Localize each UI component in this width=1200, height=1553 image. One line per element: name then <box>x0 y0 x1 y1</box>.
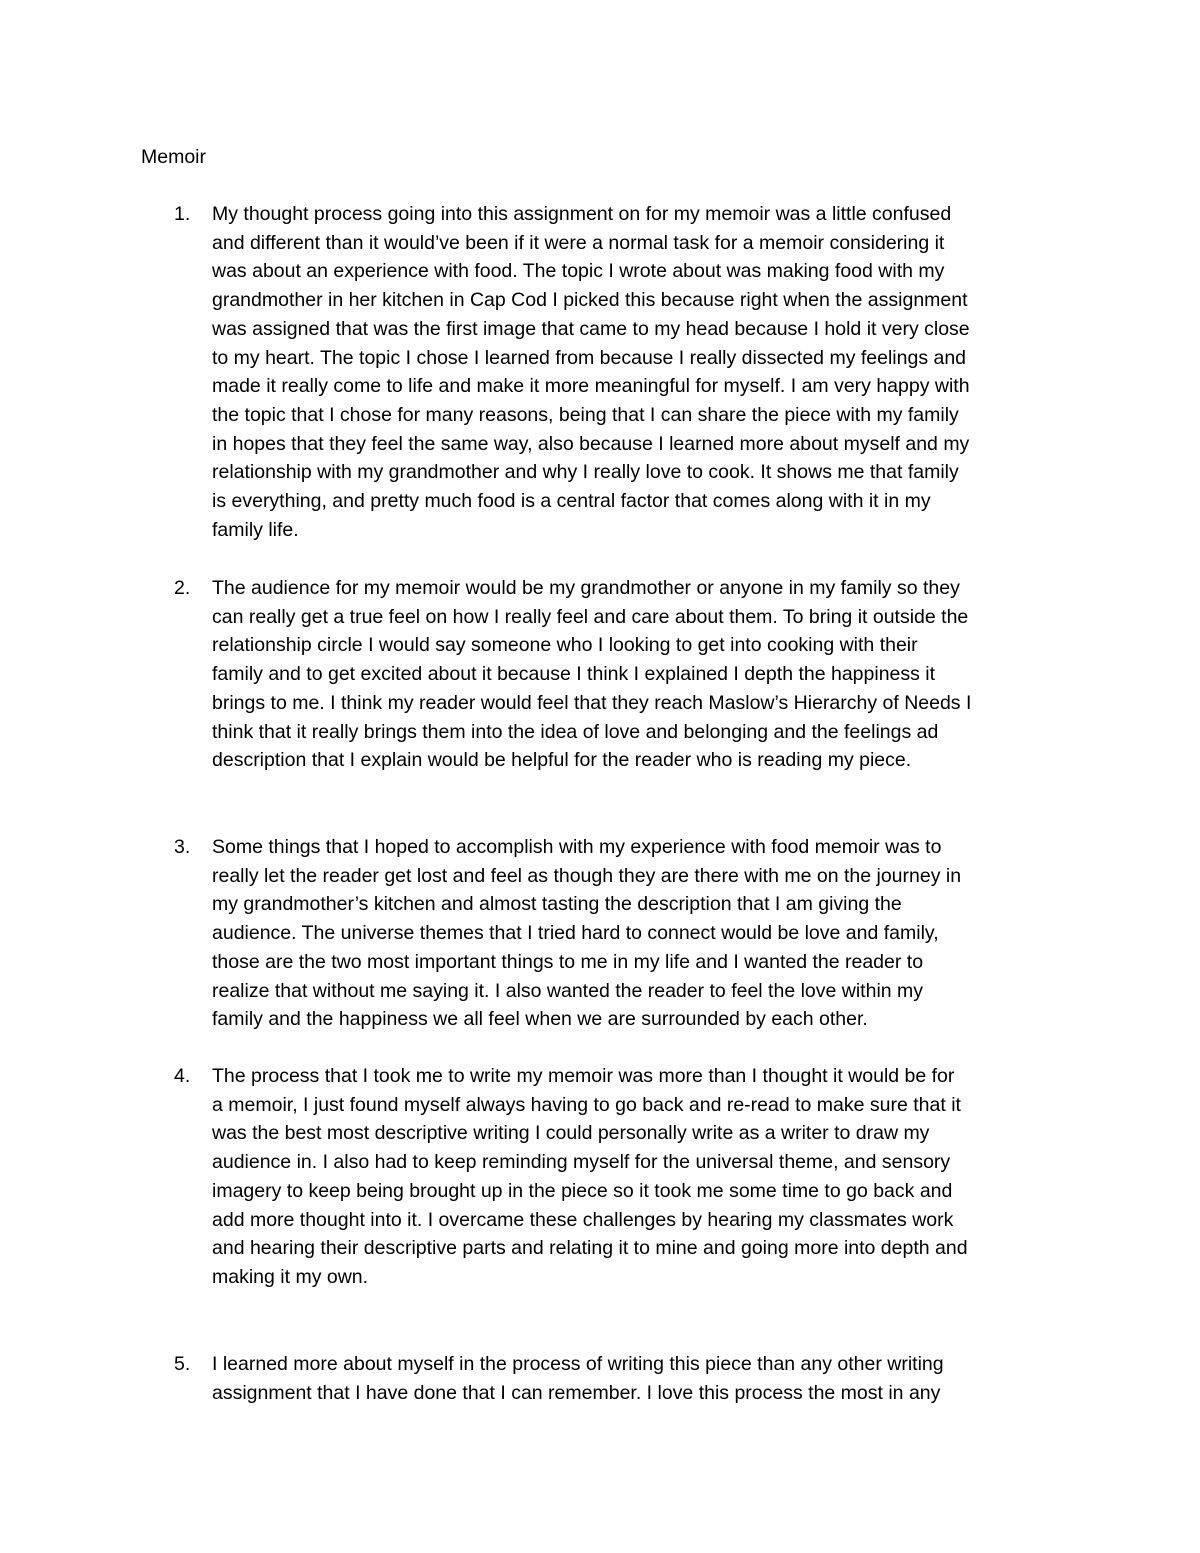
list-item-line: imagery to keep being brought up in the piece so it took me some time to go back and <box>212 1179 953 1202</box>
list-item-number: 2. <box>174 577 191 599</box>
list-item-line: grandmother in her kitchen in Cap Cod I picked this because right when the assignment <box>212 289 968 312</box>
list-item-line: the topic that I chose for many reasons, being that I can share the piece with my family <box>212 403 959 426</box>
list-item-line: audience in. I also had to keep reminding myself for the universal theme, and sensory <box>212 1151 951 1174</box>
list-item-text <box>212 1350 1074 1407</box>
list-item-line: relationship with my grandmother and why I really love to cook. It shows me that family <box>212 461 959 484</box>
list-item-text <box>212 833 1074 1034</box>
list-item-line: was about an experience with food. The topic I wrote about was making food with my <box>212 260 945 283</box>
list-item-line: family and to get excited about it because I think I explained I depth the happiness it <box>212 663 936 686</box>
list-item-line: was the best most descriptive writing I could personally write as a writer to draw my <box>212 1122 930 1145</box>
list-item-line: a memoir, I just found myself always having to go back and re-read to make sure that it <box>212 1093 961 1116</box>
list-item-text <box>212 1062 1074 1292</box>
list-item-line: made it really come to life and make it more meaningful for myself. I am very happy with <box>212 375 970 398</box>
list-item-number: 5. <box>174 1353 191 1375</box>
list-item-line: The audience for my memoir would be my grandmother or anyone in my family so they <box>212 577 960 599</box>
list-item-line: The process that I took me to write my memoir was more than I thought it would be for <box>212 1065 955 1087</box>
list-item-line: description that I explain would be helpful for the reader who is reading my piece. <box>212 749 912 772</box>
list-item-line: assignment that I have done that I can remember. I love this process the most in any <box>212 1381 941 1404</box>
list-item-number: 1. <box>174 203 191 225</box>
list-item-line: in hopes that they feel the same way, also because I learned more about myself and my <box>212 432 970 455</box>
list-item-line: realize that without me saying it. I also wanted the reader to feel the love within my <box>212 979 924 1002</box>
list-item-line: to my heart. The topic I chose I learned from because I really dissected my feelings and <box>212 346 967 369</box>
list-item-number: 3. <box>174 836 191 858</box>
list-item-line: was assigned that was the first image that came to my head because I hold it very close <box>212 317 970 340</box>
list-item-line: audience. The universe themes that I tried hard to connect would be love and family, <box>212 922 939 945</box>
list-item-line: Some things that I hoped to accomplish with my experience with food memoir was to <box>212 836 942 858</box>
list-item-line: those are the two most important things to me in my life and I wanted the reader to <box>212 950 924 973</box>
list-item-line: is everything, and pretty much food is a central factor that comes along with it in my <box>212 490 931 513</box>
list-item-line: My thought process going into this assignment on for my memoir was a little confused <box>212 203 952 225</box>
list-item-line: and different than it would’ve been if it were a normal task for a memoir considering it <box>212 231 945 254</box>
list-item-line: my grandmother’s kitchen and almost tasting the description that I am giving the <box>212 893 902 916</box>
list-item-text <box>212 200 1074 544</box>
list-item-line: and hearing their descriptive parts and relating it to mine and going more into depth and <box>212 1237 968 1260</box>
list-item-text <box>212 574 1074 775</box>
list-item-line: really let the reader get lost and feel as though they are there with me on the journey in <box>212 864 962 887</box>
list-item-line: can really get a true feel on how I really feel and care about them. To bring it outside the <box>212 605 969 628</box>
list-item-number: 4. <box>174 1065 191 1087</box>
list-item-line: family and the happiness we all feel when we are surrounded by each other. <box>212 1008 868 1031</box>
list-item-line: think that it really brings them into the idea of love and belonging and the feelings ad <box>212 720 939 743</box>
list-item-line: relationship circle I would say someone who I looking to get into cooking with their <box>212 634 918 657</box>
list-item-line: add more thought into it. I overcame these challenges by hearing my classmates work <box>212 1208 954 1231</box>
document-title: Memoir <box>141 146 207 168</box>
list-item-line: brings to me. I think my reader would feel that they reach Maslow’s Hierarchy of Needs I <box>212 691 972 714</box>
list-item-line: making it my own. <box>212 1265 369 1288</box>
list-item-line: I learned more about myself in the process of writing this piece than any other writing <box>212 1353 944 1375</box>
list-item-line: family life. <box>212 518 299 541</box>
